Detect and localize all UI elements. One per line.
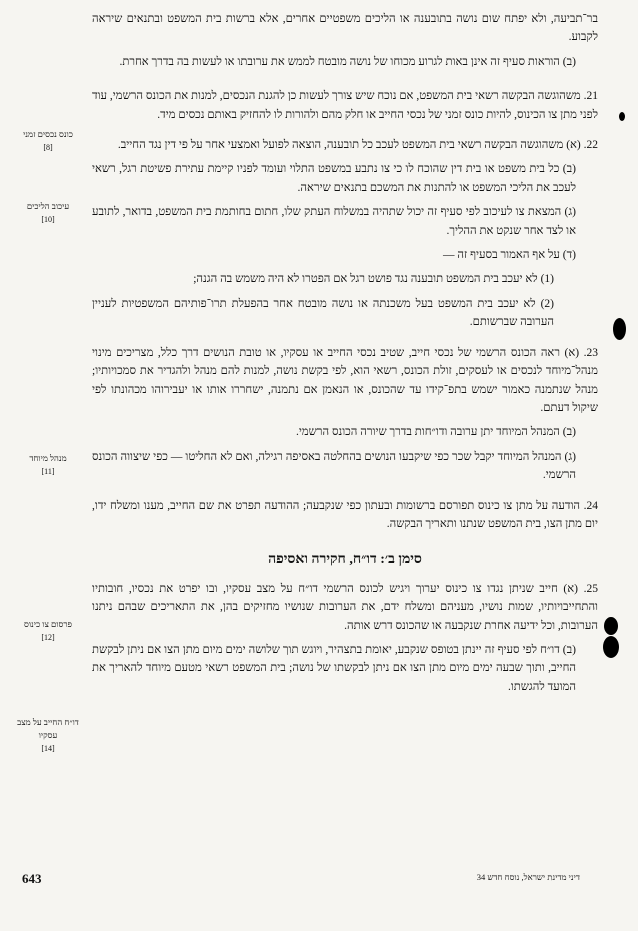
para-20b: (ב) הוראות סעיף זה אינן באות לגרוע מכוחו של נושה מובטח לממש את ערובתו או לעשות בה בדרך אחרת.	[119, 55, 576, 68]
para-intro: בר־תביעה, ולא יפתח שום נושה בתובענה או הליכים משפטיים אחרים, אלא ברשות בית המשפט ובתנאים שיראה לקבוע.	[92, 13, 598, 44]
para-22d-1: (1) לא יעכב בית המשפט תובענה נגד פושט רגל אם הפטרו לא היה משמש בה הגנה;	[193, 273, 554, 286]
margin-note-23-ref: [11]	[41, 467, 55, 476]
margin-note-22	[8, 200, 88, 226]
para-25b: (ב) דו״ח לפי סעיף זה יינתן בטופס שנקבע, יאומת בתצהיר, ויוגש תוך שלושה ימים מיום מתן הצו אם ניתן לבקשת החייב, ותוך שבעה ימים מיום מתן הצו אם ניתן לבקשתו של נושה; בית המשפט רשאי מטעם מיוחד להאריך את המועד להגשתו.	[92, 643, 576, 693]
para-22b: (ב) כל בית משפט או בית דין שהוכח לו כי צו נתבע במשפט התלוי ועומד לפניו קיימת עתירת פשיטת רגל, רשאי לעכב את הליכי המשפט או להתנות את המשכם בתנאים שיראה.	[92, 163, 576, 194]
section-heading: סימן ב׳: דו״ח, חקירה ואסיפה	[268, 552, 422, 568]
para-22a: 22. (א) משהוגשה הבקשה רשאי בית המשפט לעכב כל תובענה, הוצאה לפועל ואמצעי אחר על פי דין נגד החייב.	[117, 139, 598, 152]
margin-note-21	[8, 128, 88, 154]
margin-note-24-ref: [12]	[41, 633, 55, 642]
scan-blot	[613, 318, 626, 340]
margin-note-22-ref: [10]	[41, 215, 55, 224]
running-footer: דיני מדינת ישראל, נוסח חדש 34	[476, 872, 580, 882]
margin-note-23-title: מנהל מיוחד	[29, 453, 67, 463]
para-23b: (ב) המנהל המיוחד יתן ערובה ודו״חות בדרך שיורה הכונס הרשמי.	[295, 426, 576, 439]
main-text	[92, 10, 598, 702]
para-23a: 23. (א) ראה הכונס הרשמי של נכסי חייב, שטיב נכסי החייב או עסקיו, או טובת הנושים דרך כלל, מצריכים מינוי מנהל־מיוחד לנכסים או לעסקים, זולת הכונס, רשאי הוא, לפי בקשת נושה, למנות להם מנהל ולהגדיר את סמכויותיו; מנהל שנתמנה כאמור ישמש בתפ־קידו עד שהכונס, או הנאמן אם נתמנה, ישחררו אותו או יעבירוהו מכהונתו לפי שיקול דעתם.	[92, 346, 598, 414]
margin-note-21-title: כונס נכסים זמני	[23, 129, 73, 139]
margin-note-24-title: פרסום צו כינוס	[24, 619, 72, 629]
page-number: 643	[22, 871, 42, 886]
margin-note-25	[8, 716, 88, 755]
para-23c: (ג) המנהל המיוחד יקבל שכר כפי שיקבעו הנושים בהחלטה באסיפה רגילה, ואם לא החליטו — כפי שיצווה הכונס הרשמי.	[92, 450, 576, 482]
margin-note-24	[8, 618, 88, 644]
scan-blot	[619, 112, 625, 121]
margin-note-25-ref: [14]	[41, 744, 55, 753]
margin-note-22-title: עיכוב הליכים	[26, 201, 70, 211]
para-24: 24. הודעה על מתן צו כינוס תפורסם ברשומות ובעתון כפי שנקבעה; ההודעה תפרט את שם החייב, מענו ומשלח ידו, יום מתן הצו, בית המשפט שנתנו ותאריך הבקשה.	[92, 499, 598, 530]
para-22d: (ד) על אף האמור בסעיף זה —	[443, 249, 576, 262]
para-21: 21. משהוגשה הבקשה רשאי בית המשפט, אם נוכח שיש צורך לעשות כן להגנת הנכסים, למנות את הכונס הרשמי, עוד לפני מתן צו הכינוס, להיות כונס זמני של נכסי החייב או חלק מהם ולהורות לו להחזיק באותם נכסים מיד.	[92, 90, 598, 121]
margin-note-21-ref: [8]	[43, 143, 53, 152]
margin-note-25-title: דו״ח החייב על מצב עסקיו	[17, 717, 79, 740]
para-25a: 25. (א) חייב שניתן נגדו צו כינוס יערוך ויגיש לכונס הרשמי דו״ח על מצב עסקיו, ובו יפרט את נכסיו, חובותיו והתחייבויותיו, שמות נושיו, מעניהם ומשלח ידם, את הערובות שנושיו מחזיקים בהן, את התאריכים שבהם ניתנו הערובות, וכל ידיעה אחרת שנקבעה או שהכונס דרש אותה.	[92, 582, 598, 632]
para-22d-2: (2) לא יעכב בית המשפט בעל משכנתה או נושה מובטח אחר בהפעלת תרו־פותיהם המשפטיות לעניין הערובה שברשותם.	[92, 297, 554, 329]
margin-note-23	[8, 452, 88, 478]
para-22c: (ג) המצאת צו לעיכוב לפי סעיף זה יכול שתהיה במשלוח העתק שלו, חתום בחותמת בית המשפט, בדואר, לתובע או לצד אחר שנקט את ההליך.	[92, 206, 576, 237]
scan-blot	[604, 617, 618, 635]
scan-blot	[603, 636, 619, 658]
